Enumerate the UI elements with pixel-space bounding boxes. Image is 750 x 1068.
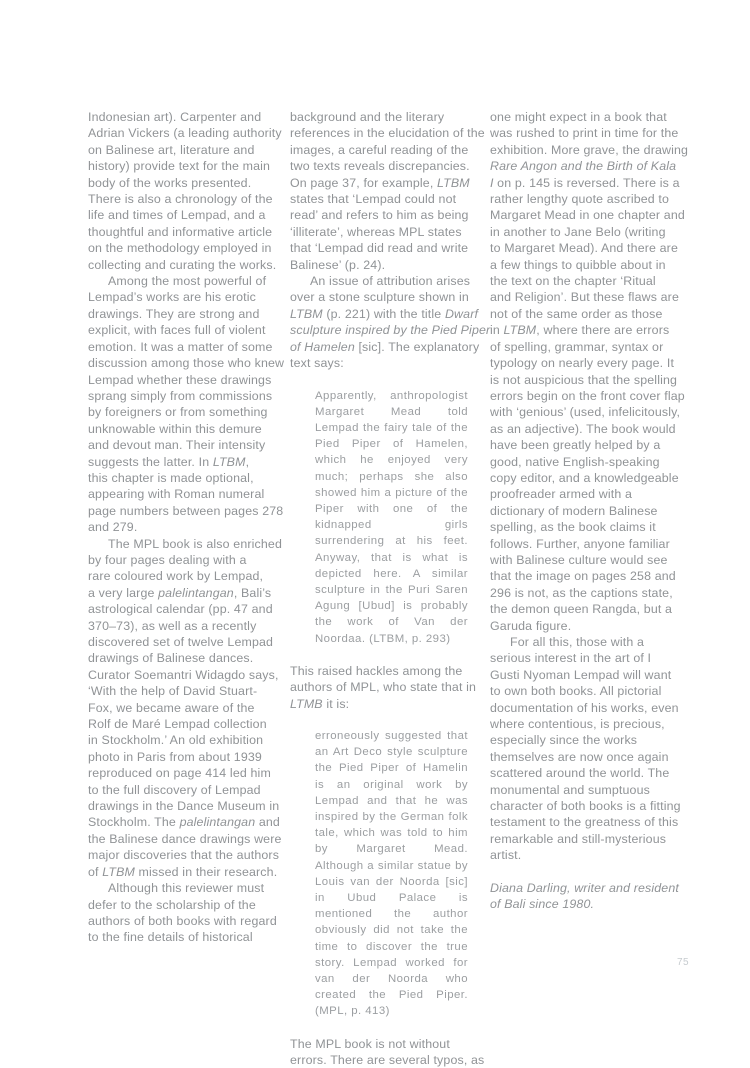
- paragraph: For all this, those with a serious interest in the art of I Gusti Nyoman Lempad will want to own both books. All pictorial documentation of his works, even where contentious, is precious, especially since the works themselves are now once again scattered around the world. The monumental and sumptuous character of both books is a fitting testament to the greatness of this remarkable and still-mysterious artist.: [490, 635, 681, 863]
- paragraph: The MPL book is not without errors. There are several typos, as: [290, 1036, 485, 1068]
- paragraph: This raised hackles among the authors of MPL, who state that in LTMB it is:: [290, 663, 477, 711]
- paragraph: one might expect in a book that was rushed to print in time for the exhibition. More grave, the drawing Rare Angon and the Birth of Kala I on p. 145 is reversed. There is a rather lengthy quote ascribed to Margaret Mead in one chapter and in another to Jane Belo (writing to Margaret Mead). And there are a few things to quibble about in the text on the chapter ‘Ritual and Religion’. But these flaws are not of the same order as those in LTBM, where there are errors of spelling, grammar, syntax or typology on nearly every page. It is not auspicious that the spelling errors begin on the front cover flap with ‘genious’ (used, infelicitously, as an adjective). The book would have been greatly helped by a good, native English-speaking copy editor, and a knowledgeable proofreader armed with a dictionary of modern Balinese spelling, as the book claims it follows. Further, anyone familiar with Balinese culture would see that the image on pages 258 and 296 is not, as the captions state, the demon queen Rangda, but a Garuda figure.: [490, 110, 689, 633]
- text-column-1: [88, 109, 285, 946]
- page-number: 75: [677, 957, 690, 968]
- text-column-2: [290, 109, 491, 1068]
- block-quote: erroneously suggested that an Art Deco style sculpture the Pied Piper of Hamelin is an original work by Lempad and that he was inspired by the German folk tale, which was told to him by Margaret Mead. Although a similar statue by Louis van der Noorda [sic] in Ubud Palace is mentioned the author obviously did not take the time to discover the true story. Lempad worked for van der Noorda who created the Pied Piper. (MPL, p. 413): [315, 729, 468, 1018]
- block-quote: Apparently, anthropologist Margaret Mead told Lempad the fairy tale of the Pied Piper of Hamelen, which he enjoyed very much; perhaps she also showed him a picture of the Piper with one of the kidnapped girls surrendering at his feet. Anyway, that is what is depicted here. A similar sculpture in the Puri Saren Agung [Ubud] is probably the work of Van der Noordaa. (LTBM, p. 293): [315, 389, 468, 645]
- paragraph: background and the literary references in the elucidation of the images, a careful reading of the two texts reveals discrepancies. On page 37, for example, LTBM states that ‘Lempad could not read’ and refers to him as being ‘illiterate’, whereas MPL states that ‘Lempad did read and write Balinese’ (p. 24).: [290, 110, 485, 272]
- paragraph: The MPL book is also enriched by four pages dealing with a rare coloured work by Lempad, a very large palelintangan, Bali’s astrological calendar (pp. 47 and 370–73), as well as a recently discovered set of twelve Lempad drawings of Balinese dances. Curator Soemantri Widagdo says, ‘With the help of David Stuart- Fox, we became aware of the Rolf de Maré Lempad collection in Stockholm.’ An old exhibition photo in Paris from about 1939 reproduced on page 414 led him to the full discovery of Lempad drawings in the Dance Museum in Stockholm. The palelintangan and the Balinese dance drawings were major discoveries that the authors of LTBM missed in their research.: [88, 536, 283, 879]
- author-signature: Diana Darling, writer and resident of Bali since 1980.: [490, 880, 679, 912]
- paragraph: Indonesian art). Carpenter and Adrian Vickers (a leading authority on Balinese art, literature and history) provide text for the main body of the works presented. There is also a chronology of the life and times of Lempad, and a thoughtful and informative article on the methodology employed in collecting and curating the works.: [88, 110, 282, 272]
- paragraph: Although this reviewer must defer to the scholarship of the authors of both books with regard to the fine details of historical: [88, 881, 277, 945]
- text-column-3: [490, 109, 689, 913]
- paragraph: An issue of attribution arises over a stone sculpture shown in LTBM (p. 221) with the title Dwarf sculpture inspired by the Pied Piper of Hamelen [sic]. The explanatory text says:: [290, 274, 491, 371]
- paragraph: Among the most powerful of Lempad’s works are his erotic drawings. They are strong and explicit, with faces full of violent emotion. It was a matter of some discussion among those who knew Lempad whether these drawings sprang simply from commissions by foreigners or from something unknowable within this demure and devout man. Their intensity suggests the latter. In LTBM, this chapter is made optional, appearing with Roman numeral page numbers between pages 278 and 279.: [88, 274, 285, 535]
